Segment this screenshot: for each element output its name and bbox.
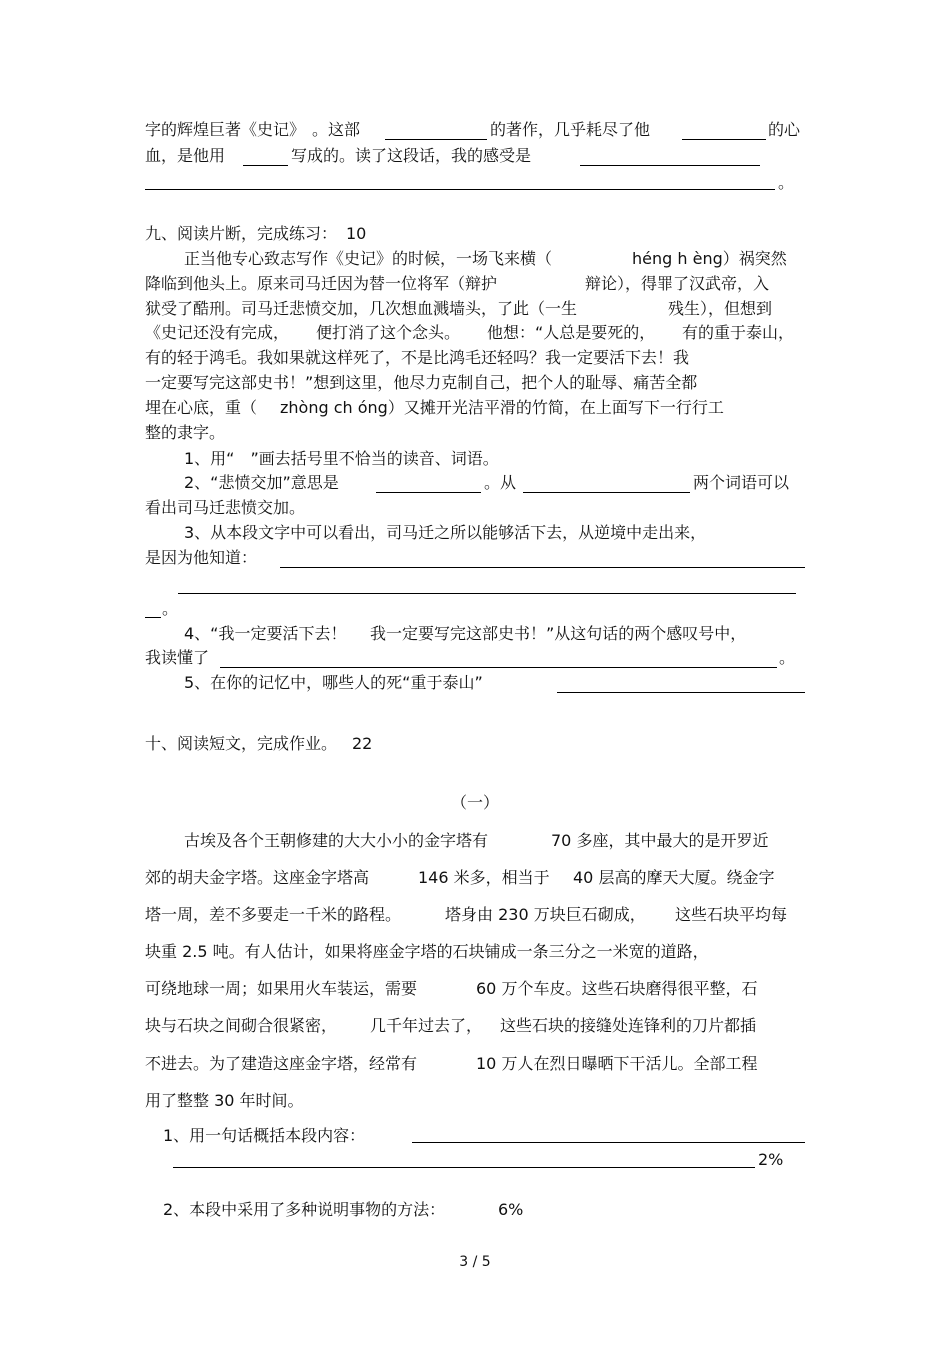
sec9-para-3b: 残生），但想到	[668, 299, 773, 318]
sec9-question-2d: 看出司马迁悲愤交加。	[145, 498, 306, 517]
sec9-question-2c: 两个词语可以	[693, 473, 790, 492]
sec10-text-5a: 可绕地球一周；如果用火车装运，需要	[145, 979, 418, 998]
sec9-para-3a: 狱受了酷刑。司马迁悲愤交加，几次想血溅墙头，了此（一生	[145, 299, 578, 318]
sec9-para-4a: 《史记还没有完成，	[145, 323, 290, 342]
sec10-subtitle: （一）	[450, 793, 499, 812]
answer-blank[interactable]	[412, 1142, 805, 1143]
answer-blank[interactable]	[243, 165, 288, 166]
answer-blank[interactable]	[523, 492, 690, 493]
answer-blank[interactable]	[145, 617, 161, 618]
sec9-question-3-period: 。	[162, 599, 179, 618]
sec9-question-4b: 我一定要写完这部史书！”从这句话的两个感叹号中，	[370, 624, 747, 643]
sec10-text-1a: 古埃及各个王朝修建的大大小小的金字塔有	[184, 831, 489, 850]
sec9-score: 10	[346, 224, 367, 243]
sec8-period: 。	[778, 173, 795, 192]
sec9-question-4c: 我读懂了	[145, 648, 210, 667]
sec10-text-3a: 塔一周，差不多要走一千米的路程。	[145, 905, 402, 924]
sec10-text-1b: 70 多座，其中最大的是开罗近	[551, 831, 769, 850]
sec10-title: 十、阅读短文，完成作业。	[145, 734, 338, 753]
sec10-text-5b: 60 万个车皮。这些石块磨得很平整，石	[476, 979, 758, 998]
sec10-text-6a: 块与石块之间砌合很紧密，	[145, 1016, 338, 1035]
sec9-para-6: 一定要写完这部史书！”想到这里，他尽力克制自己，把个人的耻辱、痛苦全都	[145, 373, 698, 392]
sec9-question-4-period: 。	[779, 648, 796, 667]
sec10-question-1: 1、用一句话概括本段内容：	[163, 1126, 366, 1145]
sec9-para-4b: 便打消了这个念头。	[316, 323, 461, 342]
sec10-question-2: 2、本段中采用了多种说明事物的方法：	[163, 1200, 446, 1219]
sec9-para-7b: zhòng ch óng）又摊开光洁平滑的竹简，在上面写下一行行工	[280, 398, 724, 417]
sec10-text-4: 块重 2.5 吨。有人估计，如果将座金字塔的石块铺成一条三分之一米宽的道路，	[145, 942, 709, 961]
answer-blank[interactable]	[557, 692, 805, 693]
answer-blank[interactable]	[682, 139, 766, 140]
sec10-text-2a: 郊的胡夫金字塔。这座金字塔高	[145, 868, 370, 887]
sec10-text-3c: 这些石块平均每	[675, 905, 788, 924]
answer-blank[interactable]	[178, 593, 796, 594]
sec8-text-1d: 的心	[768, 120, 801, 139]
answer-blank[interactable]	[145, 189, 775, 190]
sec10-text-7a: 不进去。为了建造这座金字塔，经常有	[145, 1054, 418, 1073]
page-number: 3 / 5	[459, 1254, 491, 1270]
answer-blank[interactable]	[580, 165, 760, 166]
sec9-question-1: 1、用“ ”画去括号里不恰当的读音、词语。	[184, 449, 499, 468]
sec9-para-1b: héng h èng）祸突然	[632, 249, 787, 268]
sec9-question-3a: 3、从本段文字中可以看出，司马迁之所以能够活下去，从逆境中走出来，	[184, 523, 707, 542]
sec10-text-2c: 40 层高的摩天大厦。绕金字	[573, 868, 775, 887]
sec9-para-8: 整的隶字。	[145, 423, 226, 442]
sec9-question-2a: 2、“悲愤交加”意思是	[184, 473, 339, 492]
sec9-para-4d: 有的重于泰山，	[682, 323, 795, 342]
sec9-question-5: 5、在你的记忆中，哪些人的死“重于泰山”	[184, 673, 483, 692]
answer-blank[interactable]	[220, 667, 777, 668]
sec10-question-2-score: 6%	[498, 1200, 524, 1219]
answer-blank[interactable]	[385, 139, 487, 140]
sec10-text-3b: 塔身由 230 万块巨石砌成，	[445, 905, 646, 924]
sec10-text-2b: 146 米多，相当于	[418, 868, 550, 887]
sec8-text-1a: 字的辉煌巨著《史记》	[145, 120, 306, 139]
sec8-text-1b: 。这部	[312, 120, 361, 139]
sec8-text-2a: 血，是他用	[145, 146, 226, 165]
sec10-question-1-score: 2%	[758, 1150, 784, 1169]
sec9-title: 九、阅读片断，完成练习：	[145, 224, 338, 243]
sec9-para-1a: 正当他专心致志写作《史记》的时候，一场飞来横（	[184, 249, 553, 268]
sec9-question-3b: 是因为他知道：	[145, 548, 258, 567]
sec8-text-1c: 的著作，几乎耗尽了他	[490, 120, 651, 139]
sec10-text-6b: 几千年过去了，	[370, 1016, 483, 1035]
sec10-text-6c: 这些石块的接缝处连锋利的刀片都插	[500, 1016, 757, 1035]
sec10-text-8: 用了整整 30 年时间。	[145, 1091, 304, 1110]
sec9-question-2b: 。从	[484, 473, 517, 492]
answer-blank[interactable]	[280, 567, 805, 568]
sec9-para-5: 有的轻于鸿毛。我如果就这样死了，不是比鸿毛还轻吗？我一定要活下去！我	[145, 348, 690, 367]
sec10-text-7b: 10 万人在烈日曝晒下干活儿。全部工程	[476, 1054, 758, 1073]
sec9-question-4a: 4、“我一定要活下去！	[184, 624, 347, 643]
answer-blank[interactable]	[173, 1167, 755, 1168]
sec8-text-2b: 写成的。读了这段话，我的感受是	[291, 146, 532, 165]
answer-blank[interactable]	[376, 492, 481, 493]
sec9-para-2a: 降临到他头上。原来司马迁因为替一位将军（辩护	[145, 274, 498, 293]
sec9-para-7a: 埋在心底，重（	[145, 398, 258, 417]
sec10-score: 22	[352, 734, 373, 753]
sec9-para-4c: 他想：“人总是要死的，	[487, 323, 656, 342]
sec9-para-2b: 辩论），得罪了汉武帝，入	[585, 274, 770, 293]
